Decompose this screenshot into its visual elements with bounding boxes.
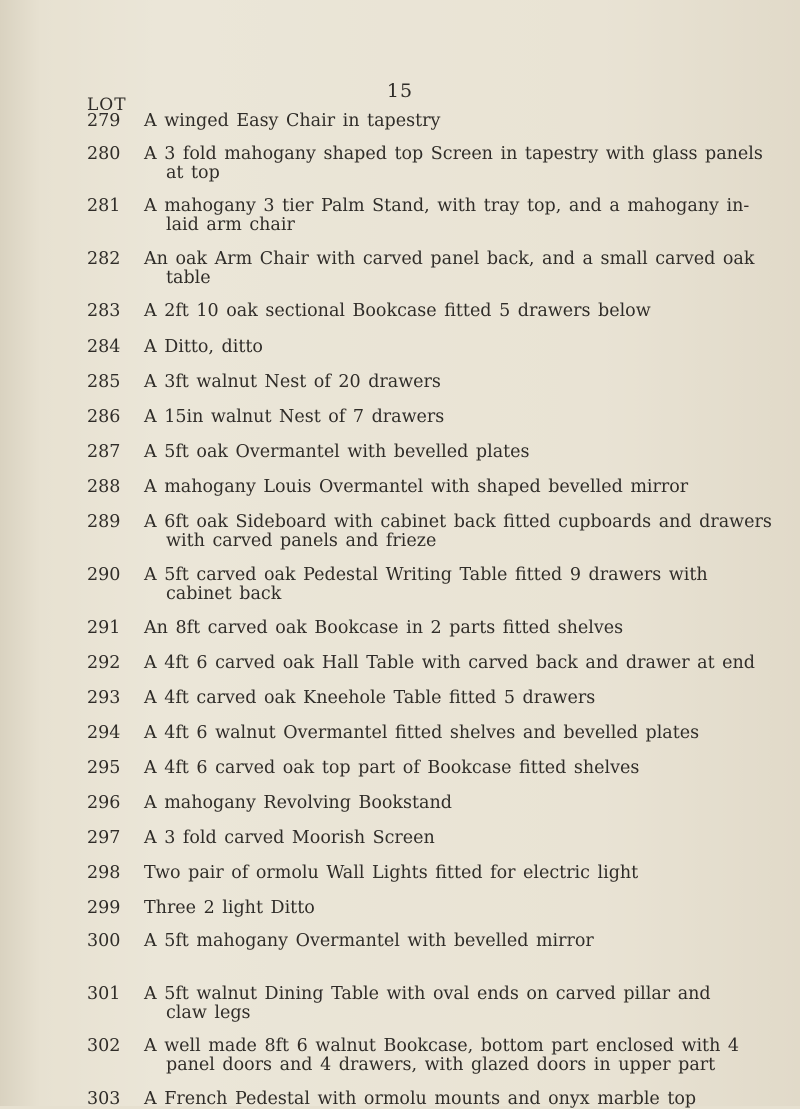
lot-description-line: An 8ft carved oak Bookcase in 2 parts fitted shelves <box>144 618 624 638</box>
lot-description-line: A 5ft carved oak Pedestal Writing Table fitted 9 drawers with <box>144 565 708 585</box>
lot-description <box>144 338 784 357</box>
lot-number: 285 <box>87 372 121 392</box>
lot-description <box>144 829 784 848</box>
lot-description <box>144 197 784 235</box>
lot-number: 280 <box>87 144 121 164</box>
lot-description <box>144 724 784 743</box>
lot-description-line: A 15in walnut Nest of 7 drawers <box>144 407 445 427</box>
lot-description-line: A 3 fold carved Moorish Screen <box>144 828 435 848</box>
lot-description-line: Two pair of ormolu Wall Lights fitted for electric light <box>144 863 639 883</box>
lot-number: 287 <box>87 442 121 462</box>
lot-description <box>144 794 784 813</box>
lot-description-line: A 5ft walnut Dining Table with oval ends on carved pillar and <box>144 984 711 1004</box>
lot-number: 303 <box>87 1089 121 1109</box>
lot-description-continuation: with carved panels and frieze <box>166 531 437 551</box>
lot-number: 283 <box>87 301 121 321</box>
lot-number: 300 <box>87 931 121 951</box>
lot-description <box>144 932 784 951</box>
lot-description <box>144 145 784 183</box>
lot-description-line: A 4ft 6 carved oak top part of Bookcase fitted shelves <box>144 758 640 778</box>
lot-description <box>144 478 784 497</box>
lot-description <box>144 759 784 778</box>
lot-description-line: A 6ft oak Sideboard with cabinet back fitted cupboards and drawers <box>144 512 772 532</box>
lot-description <box>144 985 784 1023</box>
lot-number: 297 <box>87 828 121 848</box>
lot-description-line: A Ditto, ditto <box>144 337 263 357</box>
lot-description-line: A 4ft 6 carved oak Hall Table with carved back and drawer at end <box>144 653 756 673</box>
lot-description-continuation: panel doors and 4 drawers, with glazed doors in upper part <box>166 1055 716 1075</box>
lot-description-line: A 3ft walnut Nest of 20 drawers <box>144 372 441 392</box>
lot-description <box>144 513 784 551</box>
lot-description <box>144 408 784 427</box>
lot-description-continuation: at top <box>166 163 220 183</box>
lot-description <box>144 1037 784 1075</box>
lot-number: 291 <box>87 618 121 638</box>
lot-number: 301 <box>87 984 121 1004</box>
lot-description-line: A winged Easy Chair in tapestry <box>144 111 441 131</box>
lot-description <box>144 302 784 321</box>
lot-description <box>144 112 784 131</box>
lot-description <box>144 899 784 918</box>
lot-description-continuation: table <box>166 268 211 288</box>
lot-description-line: A 3 fold mahogany shaped top Screen in tapestry with glass panels <box>144 144 763 164</box>
lot-number: 286 <box>87 407 121 427</box>
lot-description-line: Three 2 light Ditto <box>144 898 315 918</box>
lot-description <box>144 619 784 638</box>
lot-description <box>144 864 784 883</box>
lot-description-line: A 5ft oak Overmantel with bevelled plates <box>144 442 530 462</box>
lot-number: 293 <box>87 688 121 708</box>
lot-description <box>144 654 784 673</box>
lot-description <box>144 1090 784 1109</box>
lot-description-line: A 5ft mahogany Overmantel with bevelled mirror <box>144 931 594 951</box>
lot-column-header: LOT <box>87 95 127 115</box>
lot-number: 298 <box>87 863 121 883</box>
lot-description-continuation: laid arm chair <box>166 215 295 235</box>
lot-number: 284 <box>87 337 121 357</box>
lot-description-continuation: cabinet back <box>166 584 282 604</box>
lot-number: 299 <box>87 898 121 918</box>
lot-description <box>144 250 784 288</box>
lot-description <box>144 443 784 462</box>
lot-number: 290 <box>87 565 121 585</box>
lot-description-line: A mahogany 3 tier Palm Stand, with tray top, and a mahogany in- <box>144 196 750 216</box>
lot-description <box>144 373 784 392</box>
lot-description-line: A French Pedestal with ormolu mounts and onyx marble top <box>144 1089 697 1109</box>
lot-description-line: A 2ft 10 oak sectional Bookcase fitted 5 drawers below <box>144 301 651 321</box>
lot-description <box>144 689 784 708</box>
lot-description-line: A 4ft carved oak Kneehole Table fitted 5 drawers <box>144 688 596 708</box>
lot-description-line: A mahogany Louis Overmantel with shaped bevelled mirror <box>144 477 689 497</box>
page-number: 15 <box>386 80 414 102</box>
lot-description <box>144 566 784 604</box>
lot-number: 302 <box>87 1036 121 1056</box>
lot-number: 295 <box>87 758 121 778</box>
lot-description-line: A 4ft 6 walnut Overmantel fitted shelves and bevelled plates <box>144 723 700 743</box>
lot-number: 296 <box>87 793 121 813</box>
lot-number: 288 <box>87 477 121 497</box>
lot-description-continuation: claw legs <box>166 1003 251 1023</box>
lot-number: 281 <box>87 196 121 216</box>
lot-number: 289 <box>87 512 121 532</box>
lot-description-line: A mahogany Revolving Bookstand <box>144 793 452 813</box>
lot-number: 294 <box>87 723 121 743</box>
lot-description-line: A well made 8ft 6 walnut Bookcase, bottom part enclosed with 4 <box>144 1036 740 1056</box>
lot-number: 279 <box>87 111 121 131</box>
lot-number: 292 <box>87 653 121 673</box>
lot-number: 282 <box>87 249 121 269</box>
lot-description-line: An oak Arm Chair with carved panel back, and a small carved oak <box>144 249 755 269</box>
